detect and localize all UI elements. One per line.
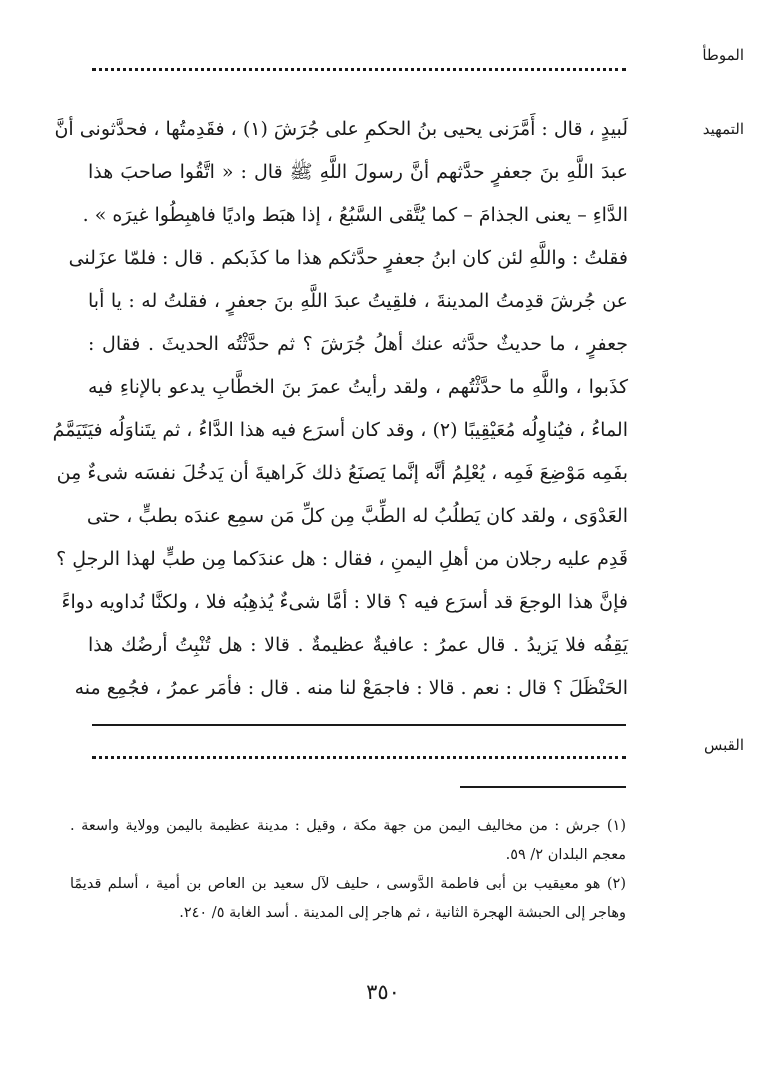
header-title: الموطأ [702, 46, 744, 64]
footnote-line: (١) جرش : من مخاليف اليمن من جهة مكة ، وقيل : مدينة عظيمة باليمن وولاية واسعة . [70, 818, 626, 834]
footnote-rule [460, 786, 626, 788]
body-line: الدَّاءِ – يعنى الجذامَ – كما يُتَّقى السَّبُعُ ، إذا هبَط واديًا فاهبِطُوا غيرَه » . [82, 204, 628, 226]
body-line: بفَمِه مَوْضِعَ فَمِه ، يُعْلِمُ أنَّه إنَّما يَصنَعُ ذلك كَراهيةَ أن يَدخُلَ نفسَه شىءٌ مِن [56, 462, 628, 484]
body-line: لَبيدٍ ، قال : أَمَّرَنى يحيى بنُ الحكمِ على جُرَشَ (١) ، فقَدِمتُها ، فحدَّثونى أنَّ [54, 118, 628, 140]
body-line: كذَبوا ، واللَّهِ ما حدَّثْتُهم ، ولقد رأيتُ عمرَ بنَ الخطَّابِ يدعو بالإناءِ فيه [88, 376, 628, 398]
body-line: العَدْوَى ، ولقد كان يَطلُبُ له الطِّبَّ مِن كلِّ مَن سمِع عندَه بطبٍّ ، حتى [86, 505, 628, 527]
body-line: يَقِفُه فلا يَزيدُ . قال عمرُ : عافيةٌ عظيمةٌ . قالا : هل تُنْبِتُ أرضُك هذا [88, 634, 628, 656]
body-line: عن جُرشَ قدِمتُ المدينةَ ، فلقِيتُ عبدَ اللَّهِ بنَ جعفرٍ ، فقلتُ له : يا أبا [88, 290, 628, 312]
body-line: عبدَ اللَّهِ بنَ جعفرٍ حدَّثهم أنَّ رسولَ اللَّهِ ﷺ قال : « اتَّقُوا صاحبَ هذا [88, 161, 628, 183]
body-line: الحَنْظَلَ ؟ قال : نعم . قالا : فاجمَعْ لنا منه . قال : فأمَر عمرُ ، فجُمِع منه [74, 677, 628, 699]
footnote-line: وهاجر إلى الحبشة الهجرة الثانية ، ثم هاجر إلى المدينة . أسد الغابة ٥/ ٢٤٠. [179, 905, 626, 921]
page-number: ٣٥٠ [366, 980, 400, 1004]
qabas-dotted-rule [92, 756, 626, 759]
section-rule [92, 724, 626, 726]
footnote-line: معجم البلدان ٢/ ٥٩. [505, 847, 626, 863]
body-line: فإنَّ هذا الوجعَ قد أسرَع فيه ؟ قالا : أمَّا شىءٌ يُذهِبُه فلا ، ولكنَّا نُداويه دواءً [61, 591, 628, 613]
section-label-tamhid: التمهيد [702, 120, 744, 138]
section-label-qabas: القبس [704, 736, 744, 754]
footnotes [70, 812, 626, 928]
footnote-line: (٢) هو معيقيب بن أبى فاطمة الدَّوسى ، حليف لآل سعيد بن العاص بن أمية ، أسلم قديمًا [70, 876, 626, 892]
body-line: قَدِم عليه رجلان من أهلِ اليمنِ ، فقال : هل عندَكما مِن طبٍّ لهذا الرجلِ ؟ [56, 548, 628, 570]
body-line: فقلتُ : واللَّهِ لئن كان ابنُ جعفرٍ حدَّثكم هذا ما كذَبكم . قال : فلمّا عزَلنى [68, 247, 628, 269]
body-line: الماءُ ، فيُناوِلُه مُعَيْقِيبًا (٢) ، وقد كان أسرَع فيه هذا الدَّاءُ ، ثم يتَناوَلُه فيَتَيَمَّمُ [52, 419, 628, 441]
header-dotted-rule [92, 68, 626, 71]
body-line: جعفرٍ ، ما حديثٌ حدَّثه عنك أهلُ جُرَشَ ؟ ثم حدَّثْتُه الحديثَ . فقال : [88, 333, 628, 355]
tamhid-body [52, 108, 628, 710]
